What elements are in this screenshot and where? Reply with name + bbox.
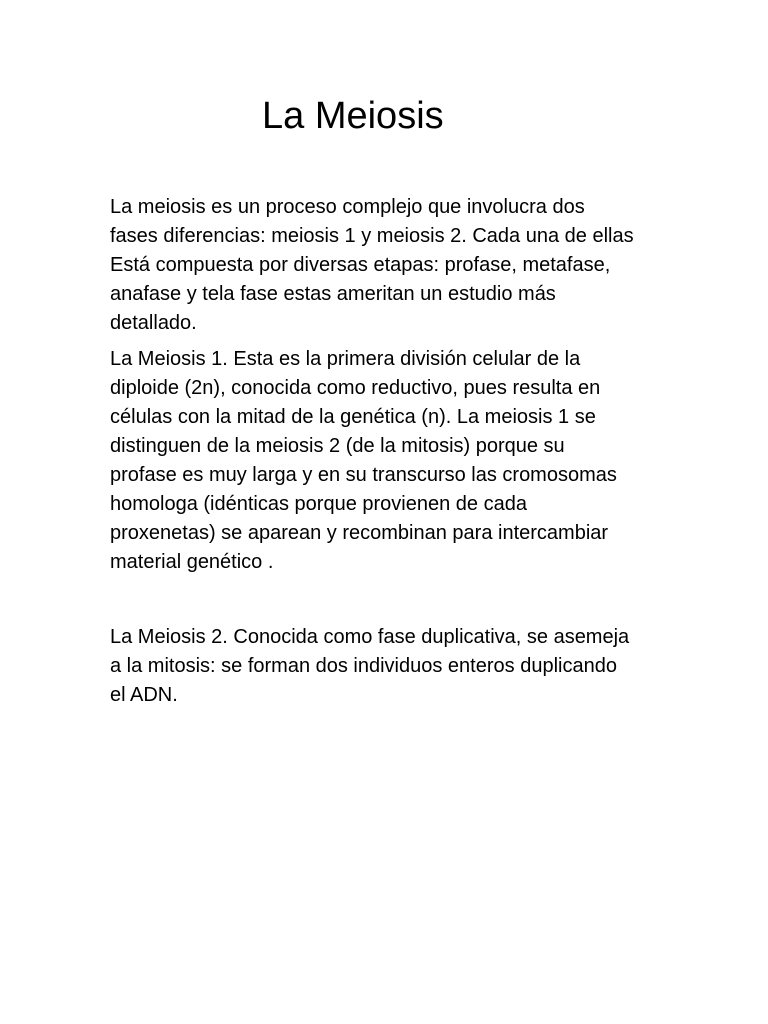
text-line: diploide (2n), conocida como reductivo, pues resulta en <box>110 377 601 399</box>
paragraph-meiosis-1 <box>110 345 670 577</box>
text-line: profase es muy larga y en su transcurso las cromosomas <box>110 464 617 486</box>
document-title: La Meiosis <box>262 95 444 137</box>
text-line: homologa (idénticas porque provienen de cada <box>110 493 527 515</box>
text-line: proxenetas) se aparean y recombinan para intercambiar <box>110 522 609 544</box>
text-line: La meiosis es un proceso complejo que involucra dos <box>110 196 585 218</box>
text-line: detallado. <box>110 312 197 334</box>
text-line: Está compuesta por diversas etapas: profase, metafase, <box>110 254 611 276</box>
text-line: fases diferencias: meiosis 1 y meiosis 2. Cada una de ellas <box>110 225 634 247</box>
text-line: a la mitosis: se forman dos individuos enteros duplicando <box>110 655 617 677</box>
text-line: La Meiosis 2. Conocida como fase duplicativa, se asemeja <box>110 626 630 648</box>
paragraph-meiosis-2 <box>110 623 670 710</box>
text-line: material genético . <box>110 551 274 573</box>
paragraph-intro <box>110 193 670 338</box>
text-line: el ADN. <box>110 684 178 706</box>
text-line: anafase y tela fase estas ameritan un estudio más <box>110 283 556 305</box>
text-line: células con la mitad de la genética (n). La meiosis 1 se <box>110 406 596 428</box>
text-line: distinguen de la meiosis 2 (de la mitosis) porque su <box>110 435 565 457</box>
text-line: La Meiosis 1. Esta es la primera división celular de la <box>110 348 581 370</box>
